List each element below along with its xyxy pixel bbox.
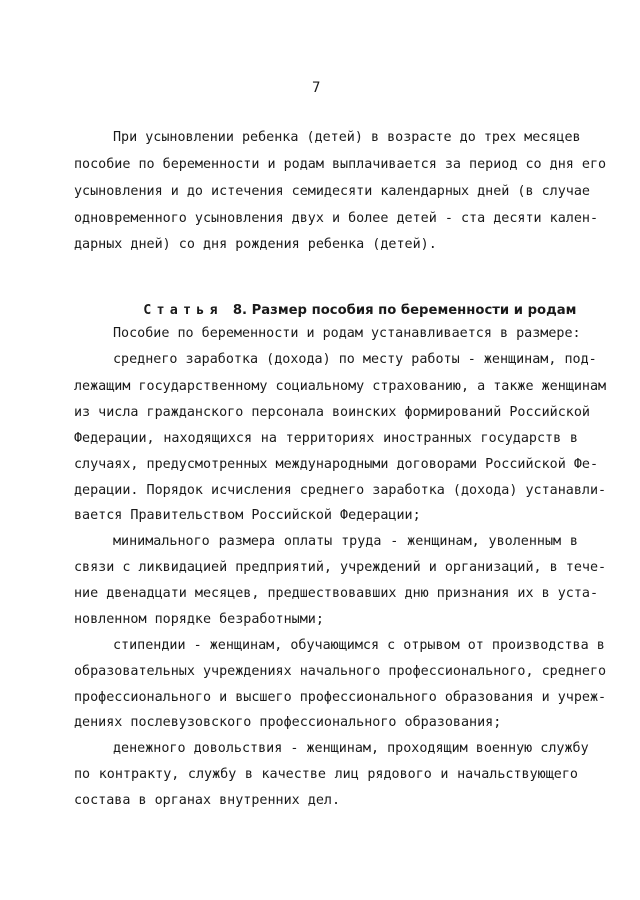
article-title: 8. Размер пособия по беременности и родам xyxy=(232,303,577,318)
body-line: вается Правительством Российской Федерации; xyxy=(74,508,421,523)
intro-line: При усыновлении ребенка (детей) в возрасте до трех месяцев xyxy=(113,130,581,145)
body-line: минимального размера оплаты труда - женщинам, уволенным в xyxy=(113,534,578,549)
body-line: Федерации, находящихся на территориях иностранных государств в xyxy=(74,431,578,446)
body-line: стипендии - женщинам, обучающимся с отрывом от производства в xyxy=(113,638,605,653)
body-line: случаях, предусмотренных международными договорами Российской Фе- xyxy=(74,457,599,472)
intro-line: дарных дней) со дня рождения ребенка (детей). xyxy=(74,237,437,252)
page-number: 7 xyxy=(312,80,321,96)
body-line: новленном порядке безработными; xyxy=(74,612,324,627)
body-line: лежащим государственному социальному страхованию, а также женщинам xyxy=(74,379,607,394)
intro-line: усыновления и до истечения семидесяти календарных дней (в случае xyxy=(74,184,590,199)
intro-line: одновременного усыновления двух и более детей - ста десяти кален- xyxy=(74,211,599,226)
body-line: из числа гражданского персонала воинских формирований Российской xyxy=(74,405,590,420)
body-line: дениях послевузовского профессионального образования; xyxy=(74,715,502,730)
body-line: связи с ликвидацией предприятий, учреждений и организаций, в тече- xyxy=(74,560,607,575)
body-line: дерации. Порядок исчисления среднего заработка (дохода) устанавли- xyxy=(74,483,607,498)
intro-line: пособие по беременности и родам выплачивается за период со дня его xyxy=(74,157,607,172)
article-label: Статья xyxy=(143,303,223,318)
body-line: профессионального и высшего профессионального образования и учреж- xyxy=(74,690,607,705)
body-line: ние двенадцати месяцев, предшествовавших дню признания их в уста- xyxy=(74,586,599,601)
body-line: среднего заработка (дохода) по месту работы - женщинам, под- xyxy=(113,352,597,367)
body-line: образовательных учреждениях начального профессионального, среднего xyxy=(74,664,607,679)
body-line: Пособие по беременности и родам устанавливается в размере: xyxy=(113,326,581,341)
body-line: по контракту, службу в качестве лиц рядового и начальствующего xyxy=(74,767,578,782)
body-line: состава в органах внутренних дел. xyxy=(74,793,341,808)
body-line: денежного довольствия - женщинам, проходящим военную службу xyxy=(113,741,589,756)
